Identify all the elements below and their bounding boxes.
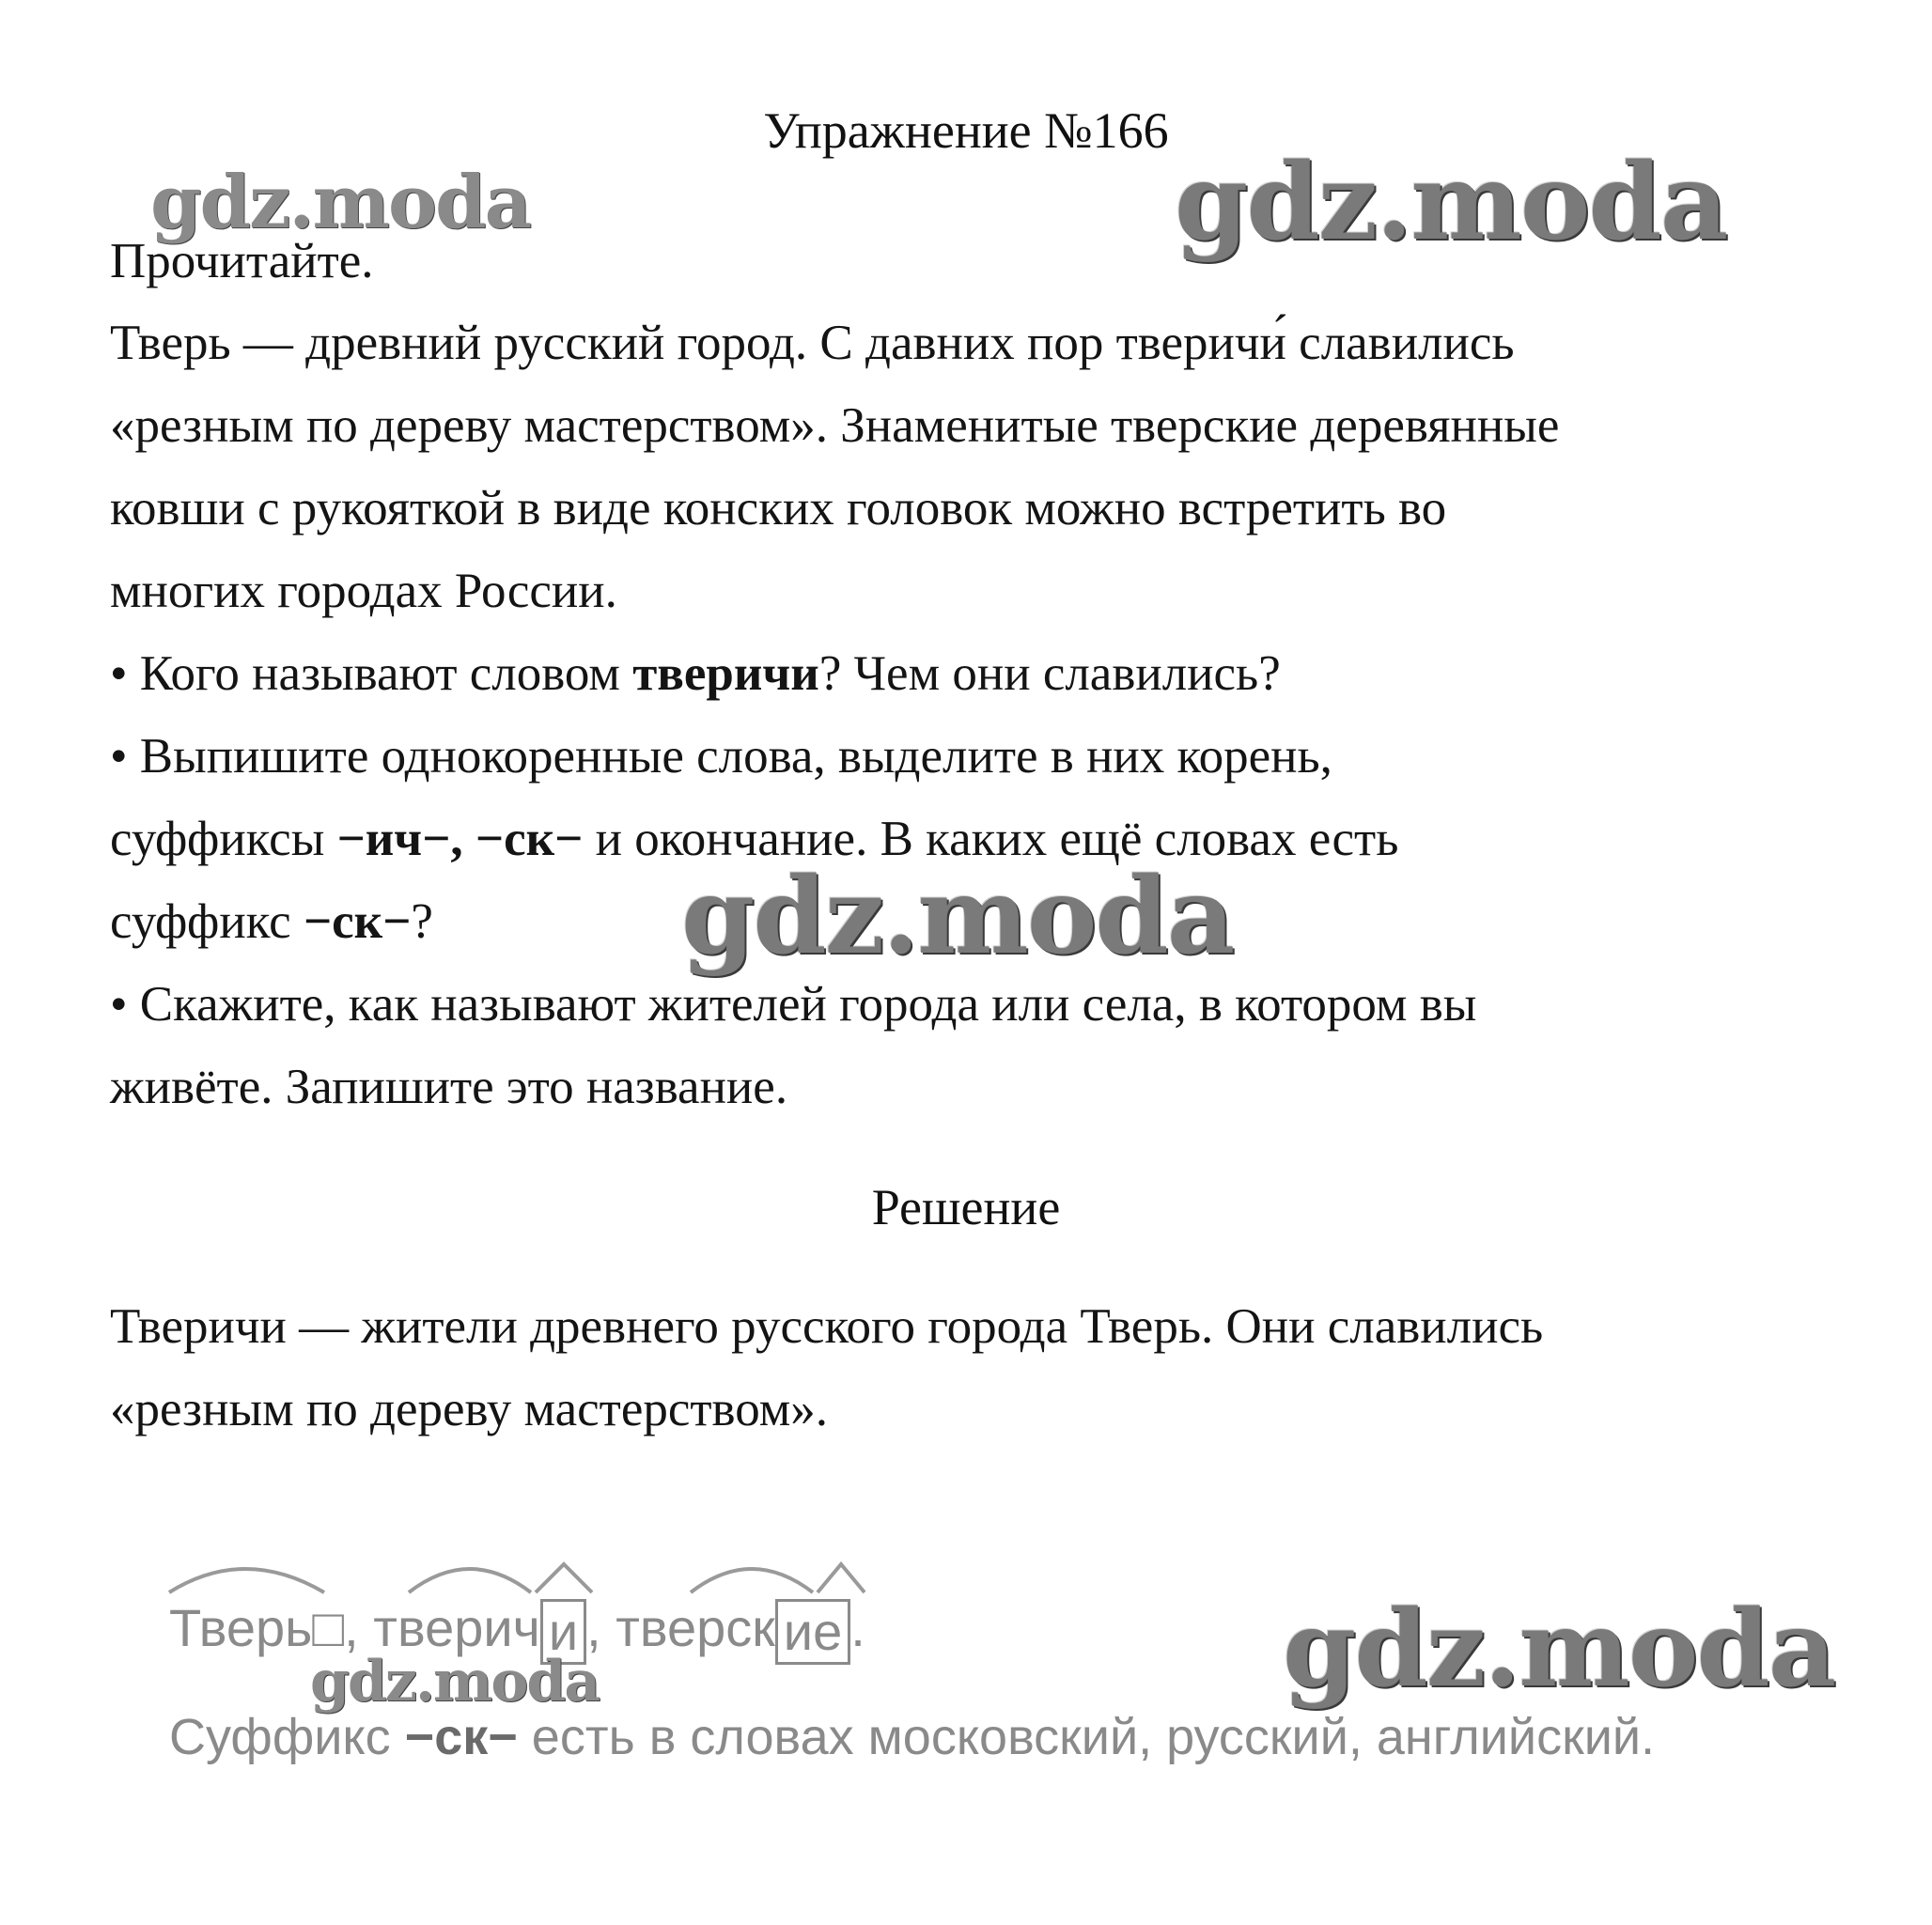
solution-line-1: Тверичи — жители древнего русского города Тверь. Они славились bbox=[110, 1299, 1544, 1354]
question-2-line-3: суффикс −ск−? bbox=[110, 894, 433, 949]
suffix-rule: Суффикс −ск− есть в словах московский, русский, английский. bbox=[169, 1709, 1656, 1765]
suffix-mark-1 bbox=[536, 1564, 592, 1592]
suffix-sk-bold: −ск− bbox=[303, 894, 412, 949]
morpheme-words: Тверь□, тверич и , тверск ие . bbox=[169, 1597, 865, 1665]
empty-ending: □ bbox=[312, 1598, 345, 1657]
task-line-2: «резным по дереву мастерством». Знаменитые тверские деревянные bbox=[110, 398, 1560, 453]
solution-heading: Решение bbox=[871, 1179, 1061, 1235]
watermark-3: gdz.moda bbox=[681, 855, 1234, 978]
task-line-4: многих городах России. bbox=[110, 564, 617, 618]
question-2-line-2: суффиксы −ич−, −ск− и окончание. В каких ещё словах есть bbox=[110, 812, 1399, 866]
keyword-tverichi: тверичи bbox=[632, 646, 819, 701]
watermark-1: gdz.moda bbox=[150, 160, 531, 245]
page-title: Упражнение №166 bbox=[763, 102, 1169, 159]
question-2-line-1: • Выпишите однокоренные слова, выделите в них корень, bbox=[110, 729, 1332, 784]
root-arc-1 bbox=[169, 1569, 324, 1592]
task-intro: Прочитайте. bbox=[110, 234, 374, 288]
watermark-4: gdz.moda bbox=[310, 1649, 600, 1715]
watermark-5: gdz.moda bbox=[1283, 1588, 1835, 1711]
question-3-line-1: • Скажите, как называют жителей города или села, в котором вы bbox=[110, 977, 1477, 1032]
root-arc-2 bbox=[409, 1569, 531, 1592]
root-arc-3 bbox=[691, 1569, 813, 1592]
suffix-mark-2 bbox=[818, 1564, 865, 1592]
task-line-3: ковши с рукояткой в виде конских головок можно встретить во bbox=[110, 481, 1447, 536]
question-3-line-2: живёте. Запишите это название. bbox=[110, 1060, 788, 1114]
question-1: • Кого называют словом тверичи? Чем они славились? bbox=[110, 646, 1281, 701]
watermark-2: gdz.moda bbox=[1175, 141, 1727, 264]
suffixes-bold: −ич−, −ск− bbox=[336, 812, 584, 866]
ending-box-1: и bbox=[540, 1599, 586, 1665]
ending-box-2: ие bbox=[775, 1599, 850, 1665]
solution-line-2: «резным по дереву мастерством». bbox=[110, 1382, 828, 1436]
task-line-1: Тверь — древний русский город. С давних пор тверичи́ славились bbox=[110, 316, 1515, 370]
